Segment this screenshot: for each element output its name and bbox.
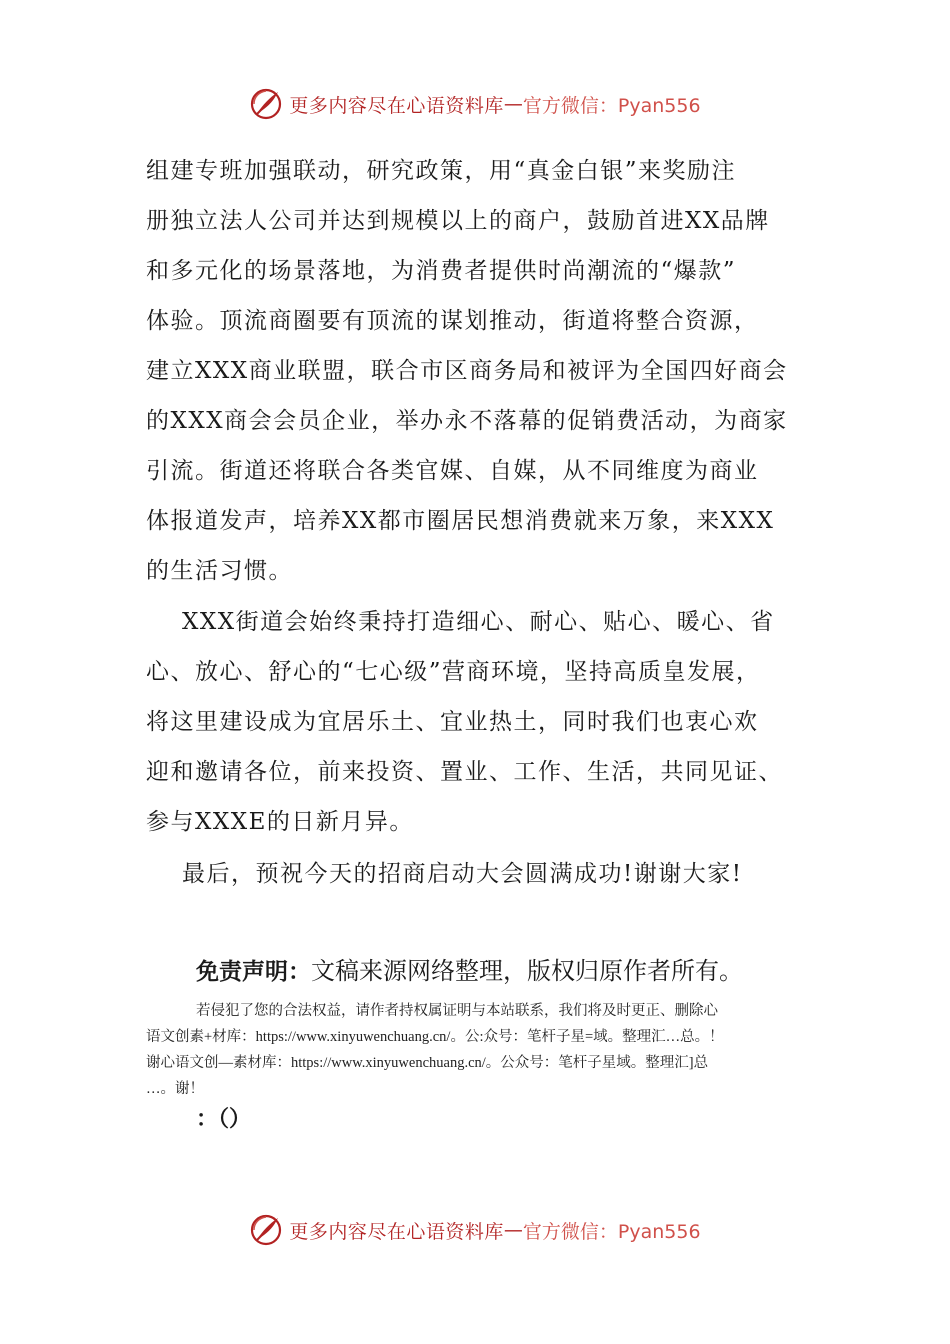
- paragraph-line: 的XXX商会会员企业，举办永不落幕的促销费活动，为商家: [146, 408, 788, 434]
- disclaimer-line: 谢心语文创—素材库：https://www.xinyuwenchuang.cn/。公众号：笔杆子星域。整理汇]总: [146, 1055, 709, 1071]
- footer-banner: [0, 1210, 950, 1250]
- paragraph-line: 参与XXXE的日新月异。: [146, 809, 414, 835]
- quill-logo-icon: [249, 1213, 283, 1247]
- disclaimer-colon-parens: ：（）: [196, 1107, 252, 1132]
- footer-banner-dash: —: [503, 1219, 523, 1241]
- header-banner: [0, 84, 950, 124]
- closing-line: 最后，预祝今天的招商启动大会圆满成功!谢谢大家!: [182, 861, 743, 887]
- paragraph-line: 体验。顶流商圈要有顶流的谋划推动，街道将整合资源，: [146, 308, 759, 334]
- disclaimer-line: 若侵犯了您的合法权益，请作者持权属证明与本站联系，我们将及时更正、删除心: [196, 1003, 718, 1019]
- header-banner-wechat: 官方微信：Pyan556: [522, 94, 701, 117]
- paragraph-line: 迎和邀请各位，前来投资、置业、工作、生活，共同见证、: [146, 759, 783, 785]
- paragraph-line: 建立XXX商业联盟，联合市区商务局和被评为全国四好商会: [146, 358, 788, 384]
- disclaimer-body: [146, 998, 826, 1102]
- paragraph-line: 将这里建设成为宜居乐土、宜业热土，同时我们也衷心欢: [146, 709, 759, 735]
- paragraph-line: 心、放心、舒心的“七心级”营商环境，坚持高质皇发展，: [146, 659, 761, 685]
- paragraph-line: 的生活习惯。: [146, 558, 293, 584]
- paragraph-line: XXX街道会始终秉持打造细心、耐心、贴心、暖心、省: [182, 609, 775, 635]
- paragraph-line: 体报道发声，培养XX都市圈居民想消费就来万象，来XXX: [146, 508, 775, 534]
- quill-logo-icon: [249, 87, 283, 121]
- paragraph-2: [146, 597, 826, 847]
- disclaimer-line: …。谢！: [146, 1081, 204, 1097]
- disclaimer-label: 免责声明：: [196, 959, 311, 985]
- disclaimer-statement: 文稿来源网络整理，版权归原作者所有。: [311, 957, 743, 985]
- paragraph-line: 册独立法人公司并达到规模以上的商户，鼓励首进XX品牌: [146, 208, 770, 234]
- paragraph-line: 组建专班加强联动，研究政策，用“真金白银”来奖励注: [146, 158, 737, 184]
- paragraph-1: [146, 146, 826, 596]
- paragraph-line: 和多元化的场景落地，为消费者提供时尚潮流的“爆款”: [146, 258, 737, 284]
- footer-banner-title: 更多内容尽在心语资料库: [289, 1220, 504, 1243]
- header-banner-dash: —: [503, 93, 523, 115]
- footer-banner-wechat: 官方微信：Pyan556: [522, 1220, 701, 1243]
- paragraph-3: [146, 849, 826, 899]
- disclaimer-title: [196, 950, 743, 993]
- header-banner-title: 更多内容尽在心语资料库: [289, 94, 504, 117]
- disclaimer-line: 语文创素+材库：https://www.xinyuwenchuang.cn/。公:众号：笔杆子星=域。整理汇…总。！: [146, 1029, 724, 1045]
- paragraph-line: 引流。街道还将联合各类官媒、自媒，从不同维度为商业: [146, 458, 759, 484]
